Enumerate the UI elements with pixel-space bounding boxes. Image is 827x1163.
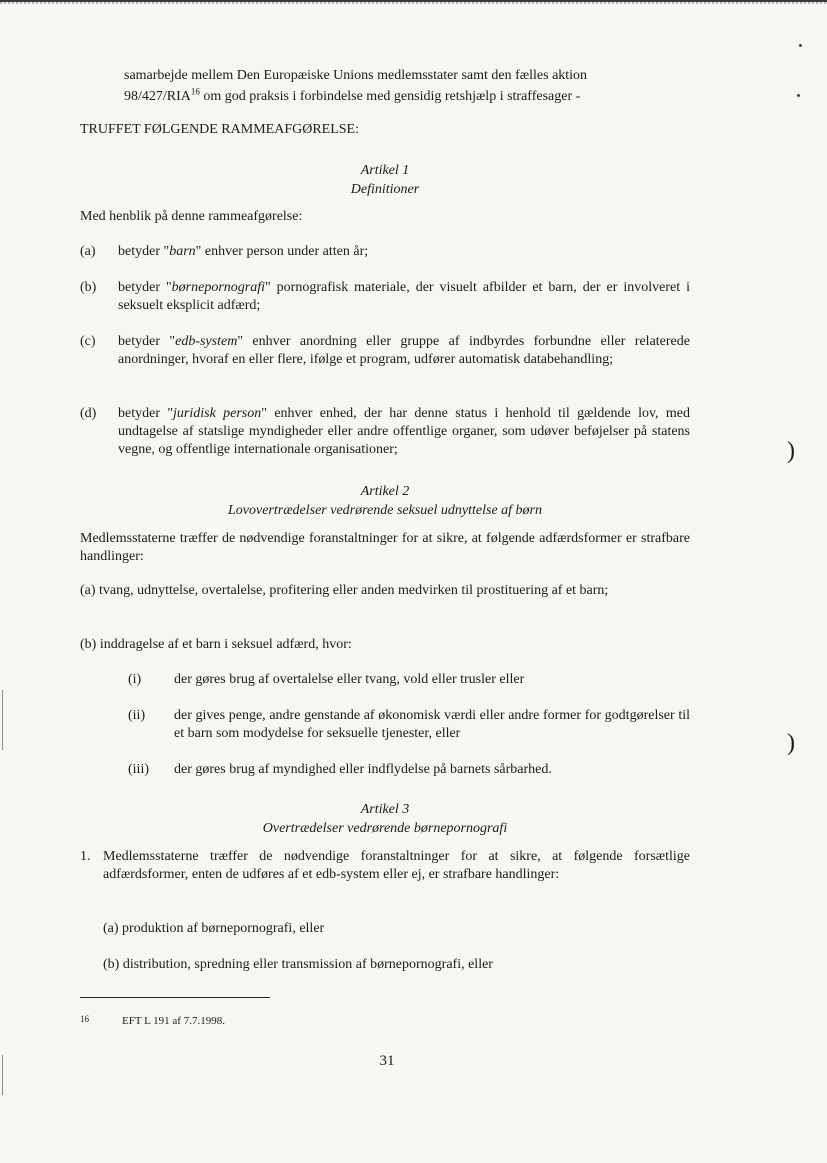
scan-artifact bbox=[2, 1055, 3, 1095]
definition-barn: betyder "barn" enhver person under atten år; bbox=[118, 244, 369, 259]
scan-speck bbox=[797, 94, 800, 97]
article-1-lead: Med henblik på denne rammeafgørelse: bbox=[80, 209, 303, 224]
scan-artifact bbox=[2, 690, 3, 750]
article-2-lead: Medlemsstaterne træffer de nødvendige foranstaltninger for at sikre, at følgende adfærdsformer er strafbare handlinger: bbox=[80, 531, 690, 564]
article-3-item-a: (a) produktion af børnepornografi, eller bbox=[103, 921, 325, 936]
article-3-number: Artikel 3 bbox=[360, 802, 410, 817]
article-2-item-b: (b) inddragelse af et barn i seksuel adfærd, hvor: bbox=[80, 637, 352, 652]
article-2-title: Lovovertrædelser vedrørende seksuel udnyttelse af børn bbox=[227, 503, 543, 518]
article-2-item-a: (a) tvang, udnyttelse, overtalelse, profitering eller anden medvirken til prostituering af et barn; bbox=[80, 583, 609, 598]
definition-label: (b) bbox=[80, 280, 97, 295]
article-1-number: Artikel 1 bbox=[360, 163, 410, 178]
margin-mark: ) bbox=[787, 438, 795, 464]
definition-juridisk-person: betyder "juridisk person" enhver enhed, der har denne status i henhold til gældende lov, med undtagelse af statslige myndigheder eller andre offentlige organer, som udøver beføjelser på statens vegne, og offentlige internationale organisationer; bbox=[118, 406, 690, 457]
article-3-title: Overtrædelser vedrørende børnepornografi bbox=[262, 821, 508, 836]
subitem-label: (iii) bbox=[128, 762, 149, 777]
paragraph-label: 1. bbox=[80, 849, 91, 864]
article-2-number: Artikel 2 bbox=[360, 484, 410, 499]
page-number: 31 bbox=[379, 1053, 395, 1069]
footnote-rule bbox=[80, 997, 270, 998]
definition-label: (c) bbox=[80, 334, 96, 349]
article-1-title: Definitioner bbox=[350, 182, 420, 197]
definition-label: (a) bbox=[80, 244, 96, 259]
footnote-text: EFT L 191 af 7.7.1998. bbox=[122, 1015, 225, 1027]
definition-label: (d) bbox=[80, 406, 97, 421]
margin-mark: ) bbox=[787, 730, 795, 756]
article-3-item-b: (b) distribution, spredning eller transmission af børnepornografi, eller bbox=[103, 957, 493, 972]
subitem-text: der gøres brug af myndighed eller indflydelse på barnets sårbarhed. bbox=[174, 762, 552, 777]
footnote-ref: 16 bbox=[190, 86, 200, 97]
scan-edge-line bbox=[0, 0, 827, 2]
article-3-paragraph-1: Medlemsstaterne træffer de nødvendige foranstaltninger for at sikre, at følgende forsætlige adfærdsformer, enten de udføres af et edb-system eller ej, er strafbare handlinger: bbox=[103, 849, 690, 882]
subitem-text: der gives penge, andre genstande af økonomisk værdi eller andre former for godtgørelser til et barn som modydelse for seksuelle tjenester, eller bbox=[174, 708, 690, 741]
subitem-text: der gøres brug af overtalelse eller tvang, vold eller trusler eller bbox=[174, 672, 525, 687]
intro-line-2: 98/427/RIA$^{16}$ om god praksis i forbindelse med gensidig retshjælp i straffesager - bbox=[124, 86, 581, 104]
resolution-heading: TRUFFET FØLGENDE RAMMEAFGØRELSE: bbox=[80, 122, 359, 137]
intro-line-1: samarbejde mellem Den Europæiske Unions medlemsstater samt den fælles aktion bbox=[124, 68, 588, 83]
subitem-label: (i) bbox=[128, 672, 142, 687]
footnote-mark: 16 bbox=[80, 1014, 89, 1024]
definition-edb-system: betyder "edb-system" enhver anordning eller gruppe af indbyrdes forbundne eller relaterede anordninger, hvoraf en eller flere, ifølge et program, udfører automatisk databehandling; bbox=[118, 334, 690, 367]
scan-speck bbox=[799, 44, 802, 47]
subitem-label: (ii) bbox=[128, 708, 146, 723]
definition-boernepornografi: betyder "børnepornografi" pornografisk materiale, der visuelt afbilder et barn, der er involveret i seksuelt eksplicit adfærd; bbox=[118, 280, 690, 313]
